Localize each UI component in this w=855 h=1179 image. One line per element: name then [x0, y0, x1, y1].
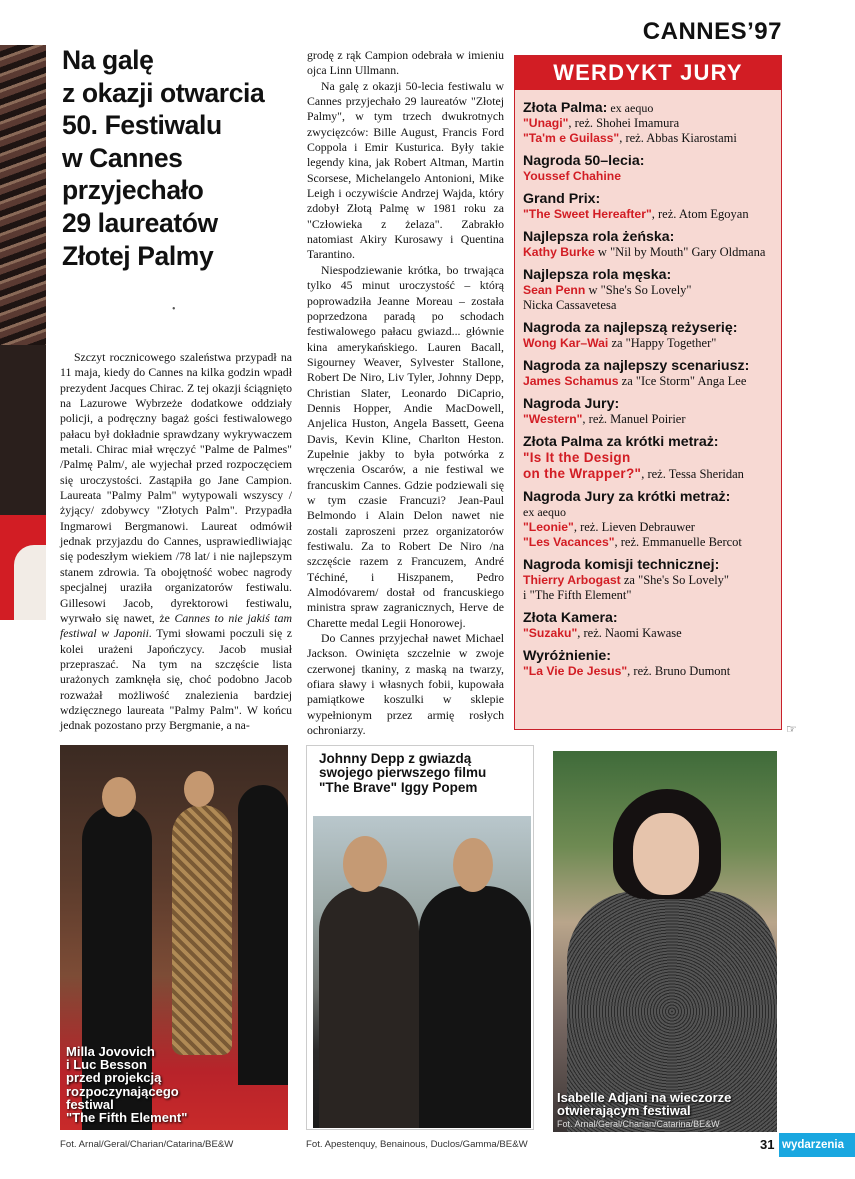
award-winner-line	[523, 588, 773, 603]
caption-line: swojego pierwszego filmu	[319, 765, 487, 781]
white-shape-image	[14, 545, 46, 620]
award-winner: "Western"	[523, 412, 583, 426]
award-winner-line	[523, 664, 773, 679]
award-winner: Wong Kar–Wai	[523, 336, 609, 350]
award-winner-line	[523, 169, 773, 184]
award-entry	[523, 396, 773, 427]
jury-verdict-box	[514, 55, 782, 730]
award-winner: "Les Vacances"	[523, 535, 615, 549]
award-category: Wyróżnienie:	[523, 648, 612, 664]
awards-list	[515, 90, 781, 679]
award-winner-line	[523, 450, 773, 466]
article-column-1	[60, 350, 292, 734]
award-detail: za "She's So Lovely"	[620, 573, 730, 587]
award-winner-line	[523, 505, 773, 520]
award-entry	[523, 434, 773, 482]
headline-line: Na galę	[62, 45, 154, 75]
award-category: Nagroda za najlepszy scenariusz:	[523, 358, 750, 374]
bullet-dot: •	[172, 304, 176, 315]
caption-line: festiwal	[66, 1096, 114, 1112]
award-winner-line	[523, 520, 773, 535]
award-detail: w "She's So Lovely"	[585, 283, 692, 297]
award-winner-line	[523, 535, 773, 550]
article-paragraph: Niespodziewanie krótka, bo trwająca tylko 45 minut uroczystość – którą poprowadziła Jeanne Moreau – została poprzedzona paradą po schodach festiwalowego pałacu gwiazd... głównie kina amerykańskiego. Lauren Bacall, Sigourney Weaver, Sylvester Stallone, Robert De Niro, Liv Tyler, Johnny Depp, Christian Slater, Leonardo DiCaprio, Dennis Hopper, Andie MacDowell, Anjelica Huston, Angela Bassett, Geena Davis, Kevin Kline, Charlton Heston. Zupełnie jakby to była potwórka z wręczenia Oscarów, a nie festiwal we francuskim Cannes. Gdzie podziewali się w tym czasie Francuzi? Jean-Paul Belmondo i Alain Delon nawet nie zostali zaproszeni przez organizatorów festiwalu. Za to Robert De Niro /na szczęście razem z Francuzem, André Téchiné, i Hiszpanem, Pedro Almodóvarem/ dostał od francuskiego ministra spraw zagranicznych, Herve de Charette medal Legii Honorowej.	[307, 262, 504, 630]
photo-depp-pop	[306, 745, 534, 1130]
award-detail: w "Nil by Mouth" Gary Oldmana	[594, 245, 766, 259]
page-number: 31	[760, 1137, 775, 1152]
section-tag: wydarzenia	[779, 1133, 855, 1157]
photo-credit-inside: Fot. Arnal/Geral/Charian/Catarina/BE&W	[557, 1119, 720, 1129]
photo-caption-1	[66, 1045, 187, 1124]
photo-jovovich-besson	[60, 745, 288, 1130]
award-entry	[523, 229, 773, 260]
award-detail: , reż. Shohei Imamura	[568, 116, 680, 130]
caption-line: przed projekcją	[66, 1070, 162, 1086]
article-paragraph: Na galę z okazji 50-lecia festiwalu w Cannes przyjechało 29 laureatów "Złotej Palmy", w tym trzech dwukrotnych zwycięzców: Bille August, Francis Ford Coppola i Emir Kusturica. Były takie legendy kina, jak Robert Altman, Martin Scorsese, Michelangelo Antonioni, Mike Leigh i oczywiście Andrzej Wajda, który zdobył Złotą Palmę w 1981 roku za "Człowieka z żelaza". Zabrakło natomiast Akiry Kurosawy i Quentina Tarantino.	[307, 78, 504, 262]
award-winner-line	[523, 207, 773, 222]
face	[633, 813, 699, 895]
award-detail: ex aequo	[523, 505, 566, 519]
award-category: Złota Palma za krótki metraż:	[523, 434, 719, 450]
caption-line: Milla Jovovich	[66, 1044, 155, 1059]
award-detail: , reż. Emmanuelle Bercot	[614, 535, 742, 549]
headline-line: 29 laureatów	[62, 207, 218, 238]
article-paragraph: grodę z rąk Campion odebrała w imieniu ojca Linn Ullmann.	[307, 48, 504, 78]
face	[453, 838, 493, 892]
caption-line: otwierającym festiwal	[557, 1103, 691, 1119]
article-paragraph: Szczyt rocznicowego szaleństwa przypadł na 11 maja, kiedy do Cannes na kilka godzin wpadł prezydent Jacques Chirac. Z tej okazji ściągnięto na Lazurowe Wybrzeże dodatkowe oddziały policji, a podręczny bagaż gości festiwalowego pałacu był dokładnie sprawdzany wykrywaczem metali. Chirac miał wręczyć "Palme de Palmes" /Palmę Palm/, ale wyjechał przed rozpoczęciem się uroczystości. Zastąpiła go Jane Campion. Laureata "Palmy Palm" wytypowali wszyscy /żyjący/ zdobywcy "Złotych Palm". Przypadła Ingmarowi Bergmanowi. Laureat odmówił jednak przyjazdu do Cannes, usprawiedliwiając się podeszłym wiekiem /78 lat/ i nie najlepszym stanem zdrowia. Ta obojętność wobec nagrody specjalnej uraziła organizatorów festiwalu. Gillesowi Jacob, dyrektorowi festiwalu, wyrwało się nawet, że Cannes to nie jakiś tam festiwal w Japonii. Tymi słowami poczuli się z kolei urażeni Japończycy. Jacob musiał przepraszać. Na tym na szczęście lista urażonych zamknęła się, choć podobno Jacob rozważał możliwość znalezienia bardziej wdzięcznego laureata "Palmy Palm". W końcu jednak pozostano przy Bergmanie, a na-	[60, 350, 292, 733]
figure-man-right	[238, 785, 288, 1085]
headline-line: w Cannes	[62, 142, 183, 173]
award-entry	[523, 610, 773, 641]
award-category: Najlepsza rola żeńska:	[523, 229, 675, 245]
award-entry	[523, 648, 773, 679]
award-entry	[523, 489, 773, 550]
face	[102, 777, 136, 817]
award-winner-line	[523, 116, 773, 131]
award-winner-line	[523, 336, 773, 351]
crowd-image	[0, 45, 46, 345]
award-detail: za "Happy Together"	[608, 336, 717, 350]
award-detail: i "The Fifth Element"	[523, 588, 632, 602]
award-detail: , reż. Lieven Debrauwer	[573, 520, 695, 534]
award-winner: "The Sweet Hereafter"	[523, 207, 652, 221]
award-detail: , reż. Bruno Dumont	[627, 664, 731, 678]
award-detail: Nicka Cassavetesa	[523, 298, 617, 312]
photo-caption-3	[557, 1091, 731, 1117]
caption-line: "The Fifth Element"	[66, 1110, 188, 1126]
award-category: Nagroda za najlepszą reżyserię:	[523, 320, 738, 336]
caption-line: rozpoczynającego	[66, 1083, 179, 1099]
award-winner-line	[523, 466, 773, 482]
award-entry	[523, 191, 773, 222]
photo-credit-middle: Fot. Apestenquy, Benainous, Duclos/Gamma/BE&W	[306, 1139, 528, 1150]
headline-line: przyjechało	[62, 175, 204, 206]
headline-line: 50. Festiwalu	[62, 110, 222, 141]
award-winner: "Unagi"	[523, 116, 569, 130]
award-winner-line	[523, 412, 773, 427]
caption-line: "The Brave" Iggy Popem	[319, 779, 478, 795]
award-winner-line	[523, 298, 773, 313]
award-winner-line	[523, 626, 773, 641]
award-category: Grand Prix:	[523, 191, 601, 207]
award-winner: James Schamus	[523, 374, 619, 388]
award-detail: , reż. Naomi Kawase	[577, 626, 682, 640]
award-winner-line	[523, 131, 773, 146]
award-detail: , reż. Abbas Kiarostami	[619, 131, 737, 145]
figure-woman	[172, 805, 232, 1055]
photo-caption-2	[319, 752, 529, 795]
photo-credit-left: Fot. Arnal/Geral/Charian/Catarina/BE&W	[60, 1139, 234, 1150]
award-winner: "La Vie De Jesus"	[523, 664, 628, 678]
photo-adjani	[553, 751, 777, 1132]
award-category: Najlepsza rola męska:	[523, 267, 672, 283]
award-winner: Thierry Arbogast	[523, 573, 621, 587]
award-category: Złota Kamera:	[523, 610, 618, 626]
award-entry	[523, 320, 773, 351]
headline	[62, 44, 292, 272]
figure-depp	[419, 886, 531, 1128]
award-entry	[523, 267, 773, 313]
award-winner: "Ta'm e Guilass"	[523, 131, 620, 145]
award-category: Złota Palma: ex aequo	[523, 100, 654, 116]
award-category: Nagroda komisji technicznej:	[523, 557, 720, 573]
award-detail: za "Ice Storm" Anga Lee	[618, 374, 747, 388]
award-detail: , reż. Tessa Sheridan	[641, 467, 744, 481]
award-entry	[523, 100, 773, 146]
photo-image	[313, 816, 531, 1128]
continue-hand-icon: ☞	[786, 722, 797, 736]
award-winner: on the Wrapper?"	[523, 466, 642, 481]
award-winner: Kathy Burke	[523, 245, 595, 259]
article-paragraph: Do Cannes przyjechał nawet Michael Jackson. Owinięta szczelnie w zwoje czerwonej tkaniny, z maską na twarzy, ofiara sławy i własnych fobii, kupowała pamiątkowe koszulki w sklepie wypełnionym przez armię rosłych ochroniarzy.	[307, 631, 504, 738]
award-winner-line	[523, 245, 773, 260]
article-column-2	[307, 48, 504, 738]
award-category: Nagroda Jury:	[523, 396, 620, 412]
left-edge-photo	[0, 45, 46, 620]
award-winner: Youssef Chahine	[523, 169, 621, 183]
award-winner-line	[523, 283, 773, 298]
caption-line: i Luc Besson	[66, 1057, 147, 1073]
headline-line: Złotej Palmy	[62, 240, 214, 271]
award-category: Nagroda Jury za krótki metraż:	[523, 489, 731, 505]
award-winner: "Is It the Design	[523, 450, 631, 465]
face	[184, 771, 214, 807]
headline-line: z okazji otwarcia	[62, 77, 265, 108]
award-winner: Sean Penn	[523, 283, 586, 297]
award-winner: "Suzaku"	[523, 626, 578, 640]
award-detail: , reż. Manuel Poirier	[582, 412, 686, 426]
award-entry	[523, 358, 773, 389]
award-category: Nagroda 50–lecia:	[523, 153, 645, 169]
figure-iggy	[319, 886, 419, 1128]
award-detail: , reż. Atom Egoyan	[651, 207, 749, 221]
caption-line: Johnny Depp z gwiazdą	[319, 751, 472, 766]
award-note: ex aequo	[607, 101, 654, 115]
award-winner-line	[523, 573, 773, 588]
award-winner-line	[523, 374, 773, 389]
award-entry	[523, 557, 773, 603]
award-entry	[523, 153, 773, 184]
jury-title: WERDYKT JURY	[515, 56, 781, 90]
caption-line: Isabelle Adjani na wieczorze	[557, 1090, 732, 1105]
section-title: CANNES’97	[642, 18, 782, 45]
face	[343, 836, 387, 892]
award-winner: "Leonie"	[523, 520, 574, 534]
